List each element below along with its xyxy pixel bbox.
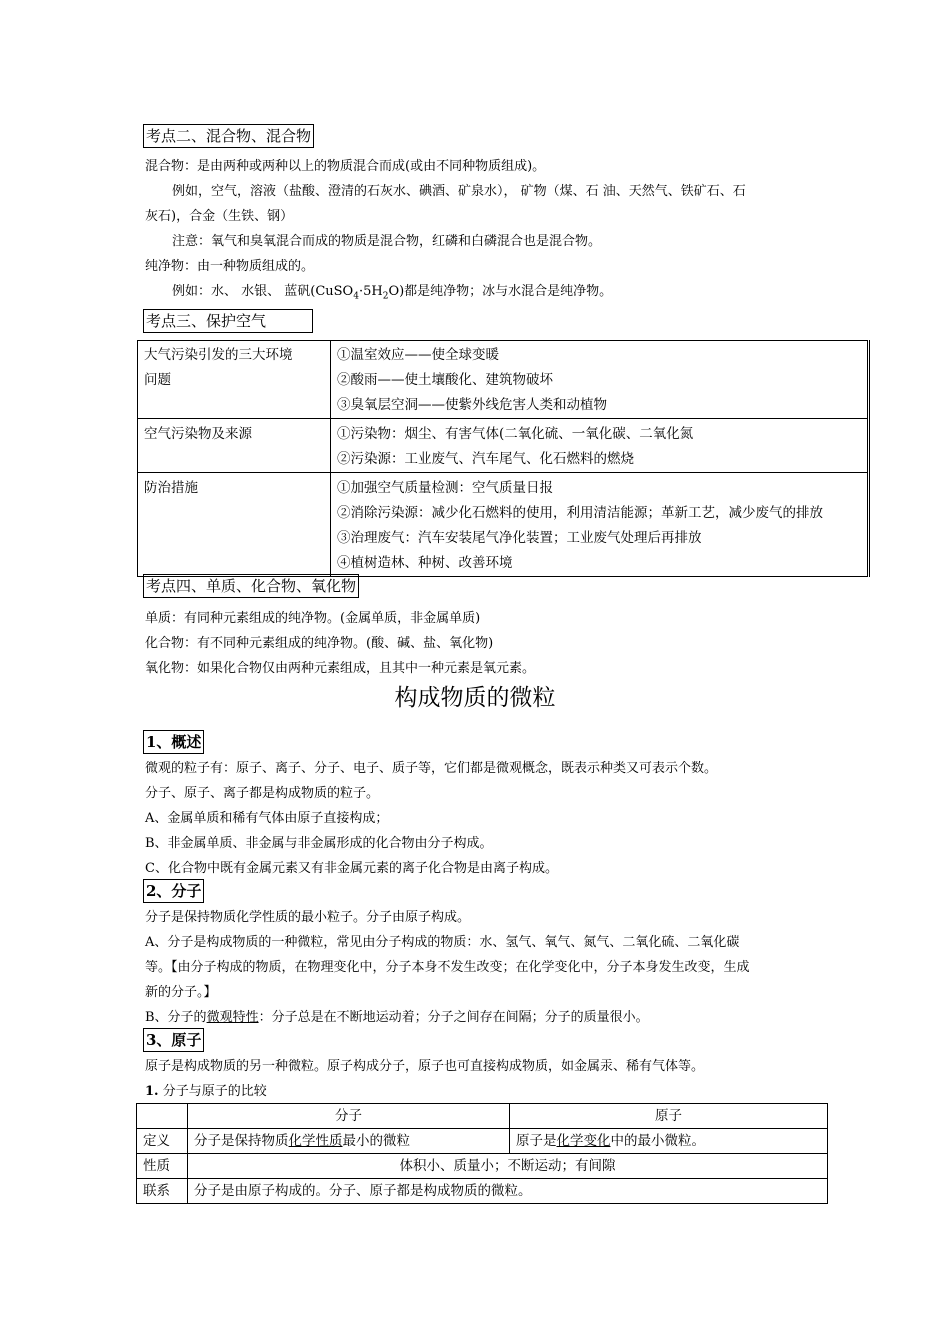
overview-line: C、化合物中既有金属元素又有非金属元素的离子化合物是由离子构成。 [145,861,558,876]
molecule-line: A、分子是构成物质的一种微粒，常见由分子构成的物质：水、氢气、氧气、氮气、二氧化硫、二氧化碳 [145,935,740,950]
molecule-atom-comparison-table [136,1103,828,1204]
row-label: 空气污染物及来源 [138,419,331,473]
row-items: ①污染物：烟尘、有害气体(二氧化硫、一氧化碳、二氧化氮 ②污染源：工业废气、汽车尾气、化石燃料的燃烧 [331,419,869,473]
table-row [137,1179,828,1204]
mixture-definition: 混合物：是由两种或两种以上的物质混合而成(或由不同种物质组成)。 [145,159,546,174]
row-items: ①加强空气质量检测：空气质量日报 ②消除污染源：减少化石燃料的使用，利用清洁能源；革新工艺，减少废气的排放 ③治理废气：汽车安装尾气净化装置；工业废气处理后再排放 ④植树造林、种树、改善环境 [331,473,869,577]
overview-line: 分子、原子、离子都是构成物质的粒子。 [145,786,380,801]
properties-value: 体积小、质量小；不断运动；有间隙 [188,1154,828,1179]
element-definition: 单质：有同种元素组成的纯净物。(金属单质，非金属单质) [145,611,481,626]
header-atom: 原子 [510,1104,828,1129]
row-label: 防治措施 [138,473,331,577]
pure-substance-example: 例如：水、 水银、 蓝矾$(CuSO_4\cdot 5H_2O)$都是纯净物；冰与水混合是纯净物。 [172,284,613,302]
oxide-definition: 氧化物：如果化合物仅由两种元素组成，且其中一种元素是氧元素。 [145,661,536,676]
section-heading-protect-air: 考点三、保护空气 [143,309,313,333]
overview-line: B、非金属单质、非金属与非金属形成的化合物由分子构成。 [145,836,493,851]
molecule-line: 分子是保持物质化学性质的最小粒子。分子由原子构成。 [145,910,471,925]
table-row [138,341,869,419]
properties-label: 性质 [137,1154,188,1179]
compare-title: 1. 分子与原子的比较 [145,1084,267,1099]
header-molecule: 分子 [188,1104,510,1129]
row-items: ①温室效应——使全球变暖 ②酸雨——使土壤酸化、建筑物破坏 ③臭氧层空洞——使紫外线危害人类和动植物 [331,341,869,419]
molecule-line: 等。【由分子构成的物质，在物理变化中，分子本身不发生改变；在化学变化中，分子本身发生改变，生成 [145,960,750,975]
heading-overview: 1、概述 [143,730,204,754]
page-title: 构成物质的微粒 [394,685,556,711]
molecule-definition: 分子是保持物质化学性质最小的微粒 [188,1129,510,1154]
air-pollution-table [137,340,870,577]
header-blank [137,1104,188,1129]
heading-molecule: 2、分子 [143,879,204,903]
section-heading-mixtures: 考点二、混合物、混合物 [143,124,314,148]
heading-atom: 3、原子 [143,1028,204,1052]
relation-value: 分子是由原子构成的。分子、原子都是构成物质的微粒。 [188,1179,828,1204]
table-row [137,1154,828,1179]
section-heading-substances: 考点四、单质、化合物、氧化物 [143,574,359,598]
compound-definition: 化合物：有不同种元素组成的纯净物。(酸、碱、盐、氧化物) [145,636,494,651]
table-row [138,473,869,577]
mixture-examples-cont: 灰石)，合金（生铁、钢） [145,209,294,224]
mixture-examples: 例如，空气，溶液（盐酸、澄清的石灰水、碘酒、矿泉水）， 矿物（煤、石 油、天然气、铁矿石、石 [172,184,746,199]
overview-line: 微观的粒子有：原子、离子、分子、电子、质子等，它们都是微观概念，既表示种类又可表示个数。 [145,761,718,776]
molecule-line: 新的分子。】 [145,985,217,1000]
atom-definition: 原子是化学变化中的最小微粒。 [510,1129,828,1154]
pure-substance-definition: 纯净物：由一种物质组成的。 [145,259,315,274]
atom-line: 原子是构成物质的另一种微粒。原子构成分子，原子也可直接构成物质，如金属汞、稀有气体等。 [145,1059,705,1074]
overview-line: A、金属单质和稀有气体由原子直接构成； [145,811,389,826]
table-row [138,419,869,473]
molecule-traits: B、分子的微观特性：分子总是在不断地运动着；分子之间存在间隔；分子的质量很小。 [145,1010,649,1025]
mixture-note: 注意：氧气和臭氧混合而成的物质是混合物，红磷和白磷混合也是混合物。 [172,234,602,249]
row-label: 大气污染引发的三大环境 问题 [138,341,331,419]
definition-label: 定义 [137,1129,188,1154]
table-row [137,1129,828,1154]
table-row [137,1104,828,1129]
relation-label: 联系 [137,1179,188,1204]
